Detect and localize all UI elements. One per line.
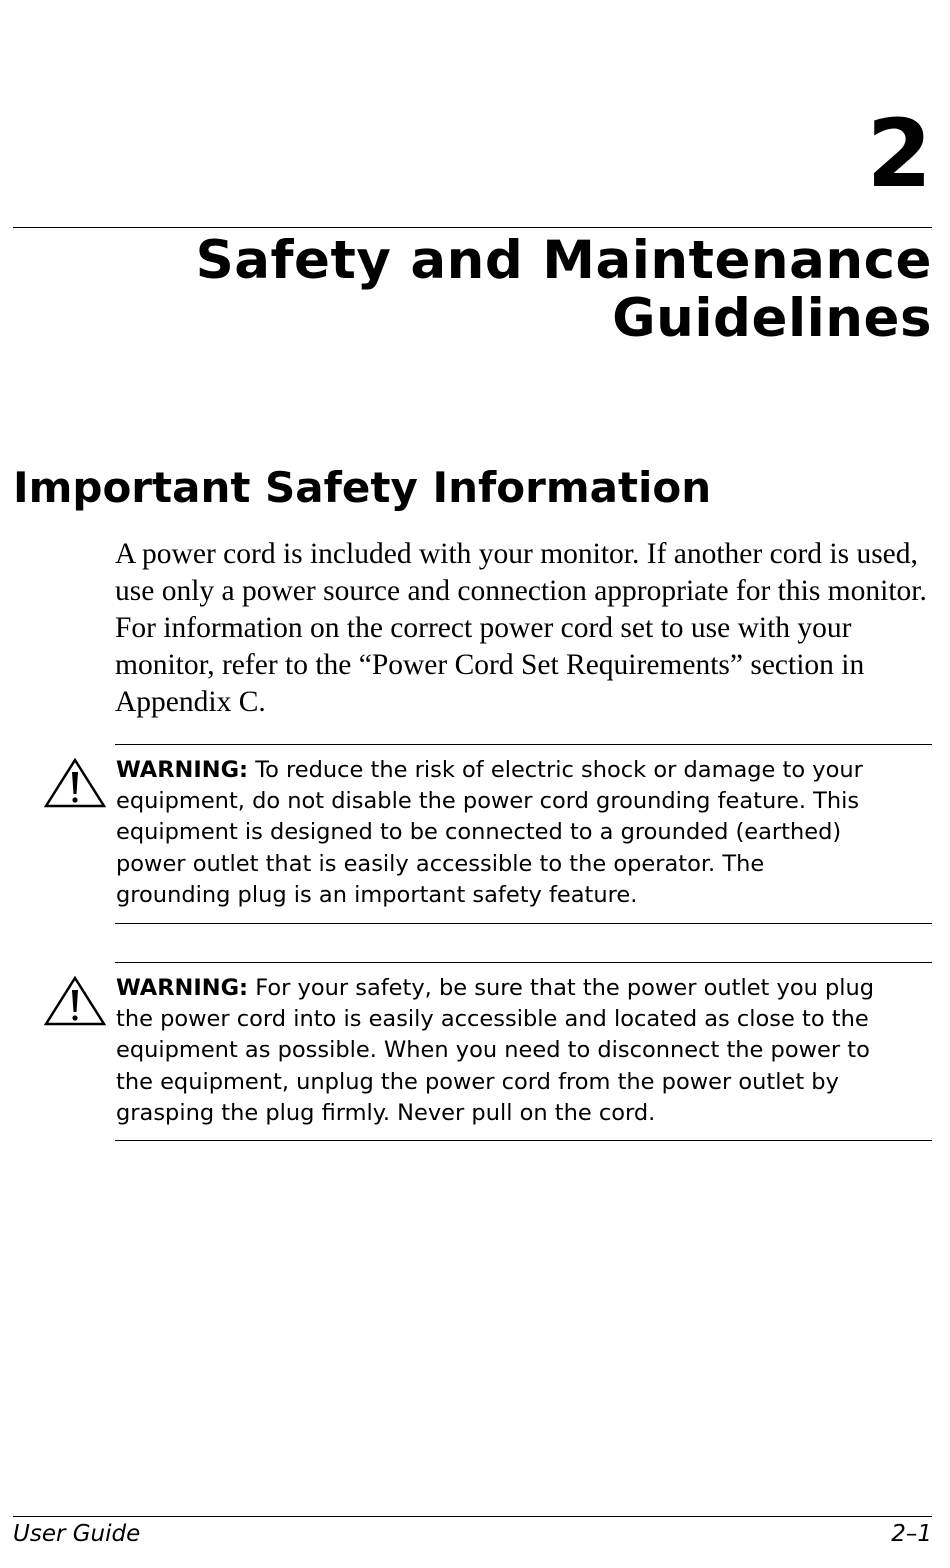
footer-page-number: 2–1 <box>891 1521 932 1547</box>
chapter-title <box>32 232 932 348</box>
section-heading: Important Safety Information <box>13 463 712 512</box>
intro-paragraph: A power cord is included with your monitor. If another cord is used, use only a power source and connection appropriate for this monitor. For information on the correct power cord set to use with your monitor, refer to the “Power Cord Set Requirements” section in Appendix C. <box>115 538 927 718</box>
warning-1-body: To reduce the risk of electric shock or damage to your equipment, do not disable the power cord grounding feature. This equipment is designed to be connected to a grounded (earthed) power outlet that is easily accessible to the operator. The grounding plug is an important safety feature. <box>116 757 863 908</box>
warning-2-top-rule <box>115 962 932 963</box>
chapter-title-line-2: Guidelines <box>612 288 932 349</box>
footer-divider <box>13 1516 932 1517</box>
warning-1-text <box>116 755 876 911</box>
warning-2-text <box>116 973 876 1129</box>
warning-triangle-icon <box>44 976 106 1026</box>
warning-triangle-icon <box>44 758 106 808</box>
warning-1-top-rule <box>115 744 932 745</box>
warning-2-bottom-rule <box>115 1140 932 1141</box>
chapter-number: 2 <box>866 100 932 209</box>
chapter-title-line-1: Safety and Maintenance <box>195 230 932 291</box>
warning-1-bottom-rule <box>115 923 932 924</box>
warning-2-label: WARNING: <box>116 975 249 1001</box>
chapter-divider <box>13 227 932 228</box>
warning-1-label: WARNING: <box>116 757 249 783</box>
footer-document-title: User Guide <box>13 1521 141 1547</box>
warning-2-body: For your safety, be sure that the power outlet you plug the power cord into is easily accessible and located as close to the equipment as possible. When you need to disconnect the power to the equipment, unplug the power cord from the power outlet by grasping the plug firmly. Never pull on the cord. <box>116 975 875 1126</box>
